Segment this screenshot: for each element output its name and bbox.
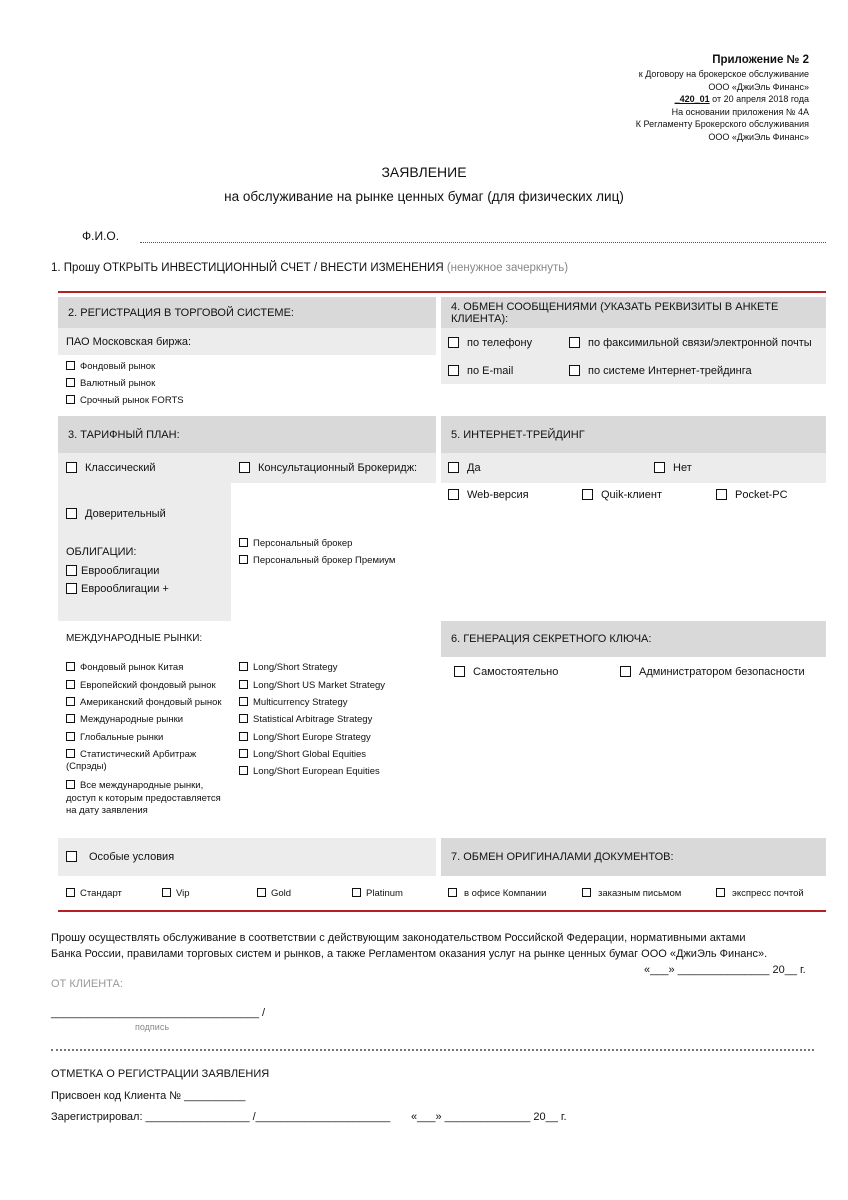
checkbox-platinum[interactable] [352, 888, 403, 899]
checkbox-eurobonds-plus[interactable] [66, 583, 169, 595]
signature-caption: подпись [135, 1022, 170, 1032]
option-label: Multicurrency Strategy [253, 697, 348, 708]
checkbox-icon[interactable] [239, 697, 248, 706]
checkbox-icon[interactable] [66, 749, 75, 758]
checkbox-icon[interactable] [66, 508, 77, 519]
checkbox-icon[interactable] [66, 680, 75, 689]
option-label: Quik-клиент [601, 489, 663, 501]
checkbox-office[interactable] [448, 888, 546, 899]
checkbox-personal-broker-premium[interactable] [239, 555, 395, 566]
registered-by-field[interactable]: Зарегистрировал: _________________ /______________________ [51, 1111, 391, 1123]
checkbox-vip[interactable] [162, 888, 190, 899]
appendix-line: ООО «ДжиЭль Финанс» [708, 131, 809, 142]
checkbox-icon[interactable] [716, 489, 727, 500]
appendix-line: к Договору на брокерское обслуживание [638, 69, 809, 79]
option-label: Статистический Арбитраж [80, 749, 197, 760]
section2-title: 2. РЕГИСТРАЦИЯ В ТОРГОВОЙ СИСТЕМЕ: [68, 306, 294, 319]
option-label: Стандарт [80, 888, 122, 899]
checkbox-icon[interactable] [448, 337, 459, 348]
option-label: Еврооблигации [81, 565, 160, 577]
checkbox-icon[interactable] [66, 378, 75, 387]
document-subtitle: на обслуживание на рынке ценных бумаг (для физических лиц) [224, 189, 624, 204]
item1-text: 1. Прошу ОТКРЫТЬ ИНВЕСТИЦИОННЫЙ СЧЕТ / ВНЕСТИ ИЗМЕНЕНИЯ [51, 262, 444, 274]
checkbox-icon[interactable] [654, 462, 665, 473]
checkbox-strategy[interactable] [239, 680, 385, 691]
checkbox-icon[interactable] [239, 732, 248, 741]
checkbox-icon[interactable] [582, 489, 593, 500]
separator-dotted [51, 1049, 814, 1051]
checkbox-consult-brokerage[interactable] [239, 462, 417, 474]
section7-title: 7. ОБМЕН ОРИГИНАЛАМИ ДОКУМЕНТОВ: [451, 851, 674, 863]
checkbox-icon[interactable] [448, 365, 459, 376]
option-label: Web-версия [467, 489, 529, 501]
checkbox-icon[interactable] [239, 680, 248, 689]
checkbox-icon[interactable] [454, 666, 465, 677]
checkbox-forts[interactable] [66, 395, 184, 406]
section5-title: 5. ИНТЕРНЕТ-ТРЕЙДИНГ [451, 428, 585, 441]
bonds-label: ОБЛИГАЦИИ: [66, 546, 137, 558]
section4-header [441, 297, 826, 328]
form-bottom-border [58, 910, 826, 912]
form-top-border [58, 291, 826, 293]
checkbox-pocket-pc[interactable] [716, 489, 788, 501]
checkbox-strategy[interactable] [239, 697, 348, 708]
section4-title: 4. ОБМЕН СООБЩЕНИЯМИ (УКАЗАТЬ РЕКВИЗИТЫ В АНКЕТЕ КЛИЕНТА): [451, 300, 779, 325]
checkbox-icon[interactable] [66, 851, 77, 862]
item1-note: (ненужное зачеркнуть) [446, 262, 569, 274]
option-label: Самостоятельно [473, 666, 559, 678]
option-label: Персональный брокер [253, 538, 353, 549]
checkbox-special-conditions[interactable] [66, 851, 174, 863]
option-label: Валютный рынок [80, 378, 156, 389]
checkbox-standard[interactable] [66, 888, 122, 899]
checkbox-express-mail[interactable] [716, 888, 804, 899]
checkbox-strategy[interactable] [239, 766, 380, 777]
option-label: на дату заявления [66, 805, 148, 816]
appendix-header [636, 52, 809, 144]
contract-number: _420_01 [674, 94, 710, 105]
checkbox-quik-client[interactable] [582, 489, 662, 501]
checkbox-icon[interactable] [582, 888, 591, 897]
checkbox-fax-email[interactable] [569, 337, 812, 349]
checkbox-icon[interactable] [239, 749, 248, 758]
registration-title: ОТМЕТКА О РЕГИСТРАЦИИ ЗАЯВЛЕНИЯ [51, 1068, 270, 1080]
checkbox-web-version[interactable] [448, 489, 529, 501]
checkbox-email[interactable] [448, 365, 513, 377]
section3-title: 3. ТАРИФНЫЙ ПЛАН: [68, 428, 180, 441]
checkbox-icon[interactable] [162, 888, 171, 897]
checkbox-icon[interactable] [620, 666, 631, 677]
section5-yesno-row [441, 453, 826, 483]
section7-header [441, 838, 826, 876]
checkbox-all-intl-markets[interactable] [66, 780, 221, 818]
checkbox-intl-market[interactable] [66, 680, 216, 691]
checkbox-strategy[interactable] [239, 749, 366, 760]
checkbox-icon[interactable] [716, 888, 725, 897]
checkbox-strategy[interactable] [239, 714, 372, 725]
section2-header [58, 297, 436, 328]
option-label: в офисе Компании [464, 888, 547, 899]
option-label: Long/Short Europe Strategy [253, 732, 371, 743]
appendix-line: ООО «ДжиЭль Финанс» [708, 81, 809, 92]
from-client-label: ОТ КЛИЕНТА: [51, 978, 123, 990]
checkbox-icon[interactable] [239, 555, 248, 564]
checkbox-icon[interactable] [66, 714, 75, 723]
option-label: Консультационный Брокеридж: [258, 462, 418, 474]
checkbox-icon[interactable] [66, 462, 77, 473]
checkbox-icon[interactable] [239, 538, 248, 547]
checkbox-icon[interactable] [66, 697, 75, 706]
checkbox-stock-market[interactable] [66, 361, 155, 372]
checkbox-key-admin[interactable] [620, 666, 805, 678]
checkbox-icon[interactable] [239, 714, 248, 723]
option-label: Администратором безопасности [639, 666, 805, 678]
document-title: ЗАЯВЛЕНИЕ [381, 164, 467, 180]
option-label: Особые условия [89, 851, 175, 863]
checkbox-intl-market[interactable] [66, 732, 163, 743]
checkbox-classic[interactable] [66, 462, 156, 474]
option-label: доступ к которым предоставляется [66, 792, 221, 804]
contract-date: от 20 апреля 2018 года [709, 94, 809, 105]
item1-request [51, 262, 568, 274]
appendix-title: Приложение № 2 [712, 54, 809, 66]
option-label: Statistical Arbitrage Strategy [253, 714, 373, 725]
checkbox-icon[interactable] [66, 565, 77, 576]
checkbox-icon[interactable] [569, 365, 580, 376]
checkbox-phone[interactable] [448, 337, 532, 349]
checkbox-icon[interactable] [352, 888, 361, 897]
option-label: Европейский фондовый рынок [80, 680, 216, 691]
option-label: Long/Short European Equities [253, 766, 380, 777]
checkbox-personal-broker[interactable] [239, 538, 352, 549]
checkbox-currency-market[interactable] [66, 378, 155, 389]
statement-line-1: Прошу осуществлять обслуживание в соответствии с действующим законодательством Российской Федерации, нормативными актами [51, 932, 746, 944]
option-label: Vip [176, 888, 190, 899]
checkbox-icon[interactable] [569, 337, 580, 348]
appendix-line: К Регламенту Брокерского обслуживания [635, 119, 809, 130]
fio-label: Ф.И.О. [82, 229, 120, 243]
option-label: Глобальные рынки [80, 732, 164, 743]
option-label: Long/Short Strategy [253, 662, 338, 673]
checkbox-icon[interactable] [66, 780, 75, 789]
option-label: (Спрэды) [66, 761, 107, 772]
statement-line-2: Банка России, правилами торговых систем и рынков, а также Регламентом оказания услуг на рынке ценных бумаг ООО «ДжиЭль Финанс». [51, 948, 768, 960]
option-label: Доверительный [85, 508, 166, 520]
option-label: Персональный брокер Премиум [253, 555, 396, 566]
checkbox-intl-market[interactable] [66, 714, 183, 725]
checkbox-trading-yes[interactable] [448, 462, 481, 474]
option-label: Gold [271, 888, 292, 899]
option-label: Фондовый рынок [80, 361, 156, 372]
option-label: по факсимильной связи/электронной почты [588, 337, 812, 349]
checkbox-icon[interactable] [66, 662, 75, 671]
checkbox-icon[interactable] [448, 462, 459, 473]
checkbox-icon[interactable] [66, 888, 75, 897]
checkbox-trust[interactable] [66, 508, 166, 520]
checkbox-icon[interactable] [66, 732, 75, 741]
option-label: по E-mail [467, 365, 514, 377]
checkbox-gold[interactable] [257, 888, 291, 899]
checkbox-key-self[interactable] [454, 666, 558, 678]
checkbox-internet-trading[interactable] [569, 365, 752, 377]
option-label: по системе Интернет-трейдинга [588, 365, 752, 377]
option-label: Все международные рынки, [80, 780, 204, 791]
checkbox-icon[interactable] [239, 462, 250, 473]
option-label: Еврооблигации + [81, 583, 169, 595]
option-label: Да [467, 462, 481, 474]
option-label: Long/Short US Market Strategy [253, 680, 386, 691]
checkbox-trading-no[interactable] [654, 462, 692, 474]
checkbox-intl-market[interactable] [66, 697, 222, 708]
checkbox-icon[interactable] [448, 888, 457, 897]
exchange-label: ПАО Московская биржа: [66, 336, 192, 348]
checkbox-strategy[interactable] [239, 732, 371, 743]
checkbox-stat-arbitrage[interactable] [66, 749, 196, 773]
option-label: экспресс почтой [732, 888, 804, 899]
option-label: Нет [673, 462, 692, 474]
section5-header [441, 416, 826, 453]
option-label: Platinum [366, 888, 403, 899]
option-label: Срочный рынок FORTS [80, 395, 184, 406]
option-label: Pocket-PC [735, 489, 788, 501]
statement-date-field[interactable]: «___» _______________ 20__ г. [644, 964, 806, 976]
checkbox-icon[interactable] [257, 888, 266, 897]
checkbox-icon[interactable] [66, 583, 77, 594]
client-code-field[interactable]: Присвоен код Клиента № __________ [51, 1090, 246, 1102]
section6-title: 6. ГЕНЕРАЦИЯ СЕКРЕТНОГО КЛЮЧА: [451, 633, 652, 645]
fio-field[interactable] [140, 242, 826, 243]
option-label: Фондовый рынок Китая [80, 662, 184, 673]
option-label: заказным письмом [598, 888, 682, 899]
checkbox-icon[interactable] [239, 662, 248, 671]
option-label: Американский фондовый рынок [80, 697, 222, 708]
option-label: Классический [85, 462, 156, 474]
signature-field[interactable]: __________________________________ / [51, 1007, 266, 1019]
option-label: Long/Short Global Equities [253, 749, 367, 760]
checkbox-intl-market[interactable] [66, 662, 183, 673]
option-label: по телефону [467, 337, 533, 349]
section6-header [441, 621, 826, 657]
intl-markets-title: МЕЖДУНАРОДНЫЕ РЫНКИ: [66, 633, 203, 644]
option-label: Международные рынки [80, 714, 184, 725]
checkbox-registered-mail[interactable] [582, 888, 681, 899]
checkbox-icon[interactable] [66, 361, 75, 370]
checkbox-icon[interactable] [239, 766, 248, 775]
checkbox-eurobonds[interactable] [66, 565, 159, 577]
checkbox-icon[interactable] [66, 395, 75, 404]
registration-date-field[interactable]: «___» ______________ 20__ г. [411, 1111, 567, 1123]
appendix-line [636, 93, 809, 106]
checkbox-strategy[interactable] [239, 662, 338, 673]
section3-header [58, 416, 436, 453]
appendix-line: На основании приложения № 4А [671, 106, 809, 117]
checkbox-icon[interactable] [448, 489, 459, 500]
